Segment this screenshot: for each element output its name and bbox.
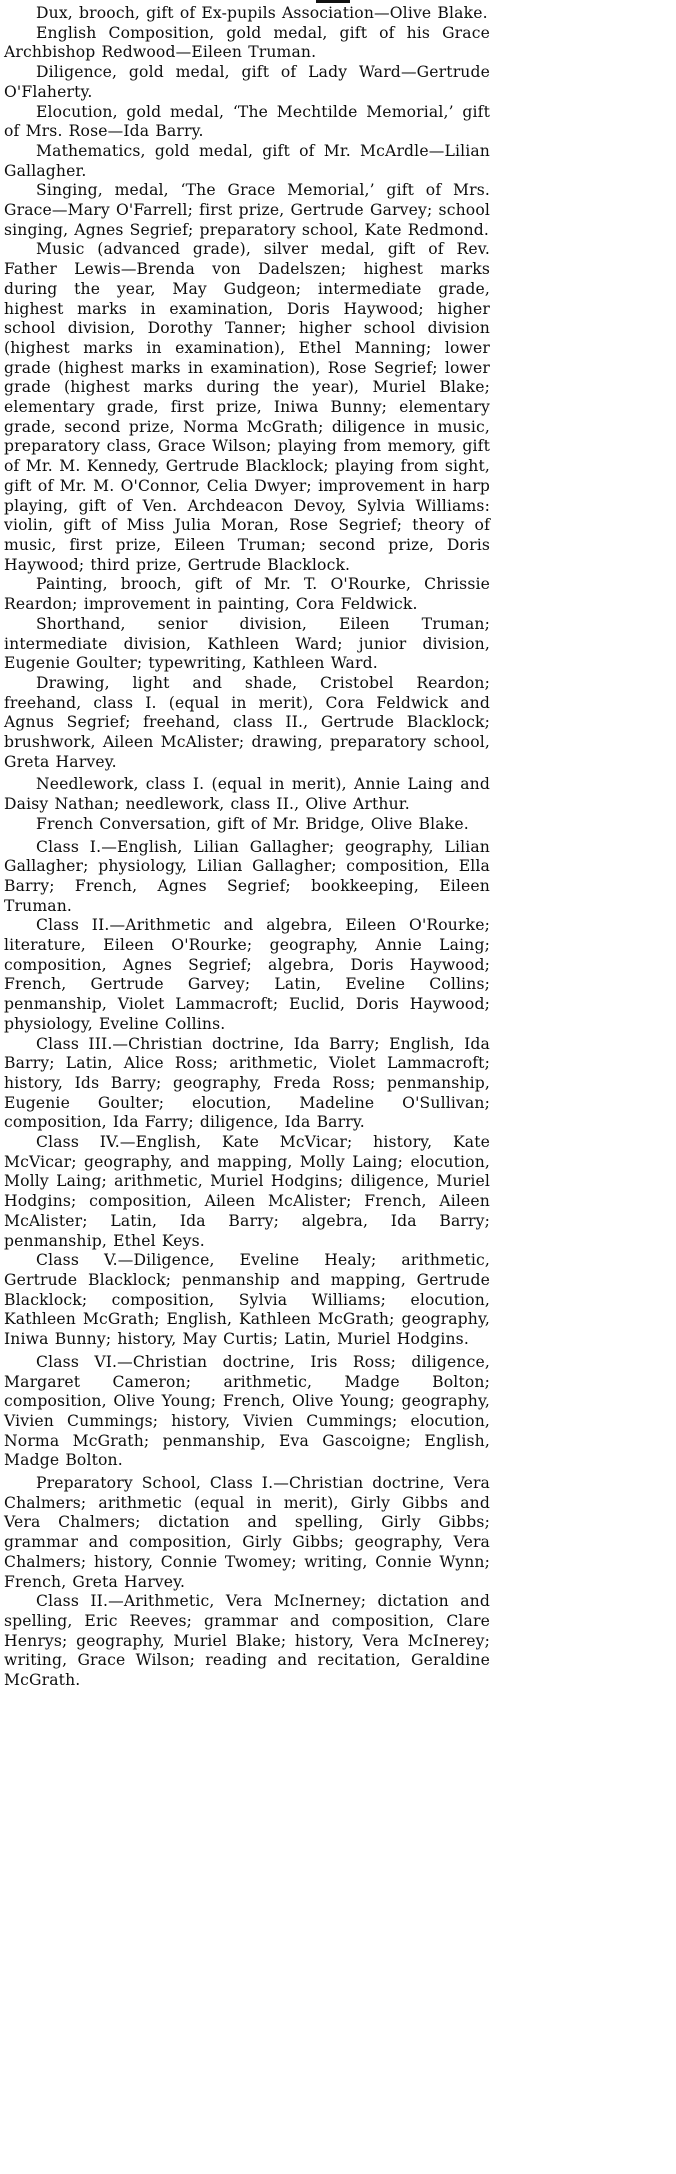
- paragraph-mathematics: Mathematics, gold medal, gift of Mr. McArdle—Lilian Gallagher.: [4, 141, 490, 180]
- paragraph-elocution: Elocution, gold medal, ‘The Mechtilde Memorial,’ gift of Mrs. Rose—Ida Barry.: [4, 102, 490, 141]
- paragraph-singing: Singing, medal, ‘The Grace Memorial,’ gift of Mrs. Grace—Mary O'Farrell; first prize, Gertrude Garvey; school singing, Agnes Segrief; preparatory school, Kate Redmond.: [4, 181, 490, 239]
- top-rule: [316, 0, 350, 3]
- paragraph-needlework: Needlework, class I. (equal in merit), Annie Laing and Daisy Nathan; needlework, class II., Olive Arthur.: [4, 775, 490, 814]
- paragraph-class-4: Class IV.—English, Kate McVicar; history, Kate McVicar; geography, and mapping, Molly Laing; elocution, Molly Laing; arithmetic, Muriel Hodgins; diligence, Muriel Hodgins; composition, Aileen McAlister; French, Aileen McAlister; Latin, Ida Barry; algebra, Ida Barry; penmanship, Ethel Keys.: [4, 1133, 490, 1250]
- paragraph-drawing: Drawing, light and shade, Cristobel Reardon; freehand, class I. (equal in merit), Cora Feldwick and Agnus Segrief; freehand, class II., Gertrude Blacklock; brushwork, Aileen McAlister; drawing, preparatory school, Greta Harvey.: [4, 673, 490, 771]
- paragraph-preparatory-class-2: Class II.—Arithmetic, Vera McInerney; dictation and spelling, Eric Reeves; grammar and composition, Clare Henrys; geography, Muriel Blake; history, Vera McInerey; writing, Grace Wilson; reading and recitation, Geraldine McGrath.: [4, 1592, 490, 1690]
- paragraph-diligence: Diligence, gold medal, gift of Lady Ward—Gertrude O'Flaherty.: [4, 63, 490, 101]
- paragraph-painting: Painting, brooch, gift of Mr. T. O'Rourke, Chrissie Reardon; improvement in painting, Cora Feldwick.: [4, 575, 490, 614]
- paragraph-dux: Dux, brooch, gift of Ex-pupils Association—Olive Blake.: [36, 4, 488, 22]
- paragraph-preparatory-class-1: Preparatory School, Class I.—Christian doctrine, Vera Chalmers; arithmetic (equal in merit), Girly Gibbs and Vera Chalmers; dictation and spelling, Girly Gibbs; grammar and composition, Girly Gibbs; geography, Vera Chalmers; history, Connie Twomey; writing, Connie Wynn; French, Greta Harvey.: [4, 1474, 490, 1591]
- paragraph-shorthand: Shorthand, senior division, Eileen Truman; intermediate division, Kathleen Ward; junior division, Eugenie Goulter; typewriting, Kathleen Ward.: [4, 614, 490, 673]
- paragraph-class-2: Class II.—Arithmetic and algebra, Eileen O'Rourke; literature, Eileen O'Rourke; geography, Annie Laing; composition, Agnes Segrief; algebra, Doris Haywood; French, Gertrude Garvey; Latin, Eveline Collins; penmanship, Violet Lammacroft; Euclid, Doris Haywood; physiology, Eveline Collins.: [4, 916, 490, 1033]
- paragraph-french-conversation: French Conversation, gift of Mr. Bridge, Olive Blake.: [36, 814, 469, 833]
- paragraph-class-6: Class VI.—Christian doctrine, Iris Ross; diligence, Margaret Cameron; arithmetic, Madge Bolton; composition, Olive Young; French, Olive Young; geography, Vivien Cummings; history, Vivien Cummings; elocution, Norma McGrath; penmanship, Eva Gascoigne; English, Madge Bolton.: [4, 1352, 490, 1470]
- prize-list-column: [4, 4, 490, 1691]
- paragraph-english-composition: English Composition, gold medal, gift of his Grace Archbishop Redwood—Eileen Truman.: [4, 23, 490, 62]
- paragraph-class-1: Class I.—English, Lilian Gallagher; geography, Lilian Gallagher; physiology, Lilian Gallagher; composition, Ella Barry; French, Agnes Segrief; bookkeeping, Eileen Truman.: [4, 837, 490, 915]
- paragraph-class-5: Class V.—Diligence, Eveline Healy; arithmetic, Gertrude Blacklock; penmanship and mapping, Gertrude Blacklock; composition, Sylvia Williams; elocution, Kathleen McGrath; English, Kathleen McGrath; geography, Iniwa Bunny; history, May Curtis; Latin, Muriel Hodgins.: [4, 1251, 490, 1349]
- paragraph-class-3: Class III.—Christian doctrine, Ida Barry; English, Ida Barry; Latin, Alice Ross; arithmetic, Violet Lammacroft; history, Ids Barry; geography, Freda Ross; penmanship, Eugenie Goulter; elocution, Madeline O'Sullivan; composition, Ida Farry; diligence, Ida Barry.: [4, 1034, 490, 1132]
- paragraph-music: Music (advanced grade), silver medal, gift of Rev. Father Lewis—Brenda von Dadelszen; highest marks during the year, May Gudgeon; intermediate grade, highest marks in examination, Doris Haywood; higher school division, Dorothy Tanner; higher school division (highest marks in examination), Ethel Manning; lower grade (highest marks in examination), Rose Segrief; lower grade (highest marks during the year), Muriel Blake; elementary grade, first prize, Iniwa Bunny; elementary grade, second prize, Norma McGrath; diligence in music, preparatory class, Grace Wilson; playing from memory, gift of Mr. M. Kennedy, Gertrude Blacklock; playing from sight, gift of Mr. M. O'Connor, Celia Dwyer; improvement in harp playing, gift of Ven. Archdeacon Devoy, Sylvia Williams: violin, gift of Miss Julia Moran, Rose Segrief; theory of music, first prize, Eileen Truman; second prize, Doris Haywood; third prize, Gertrude Blacklock.: [4, 240, 490, 574]
